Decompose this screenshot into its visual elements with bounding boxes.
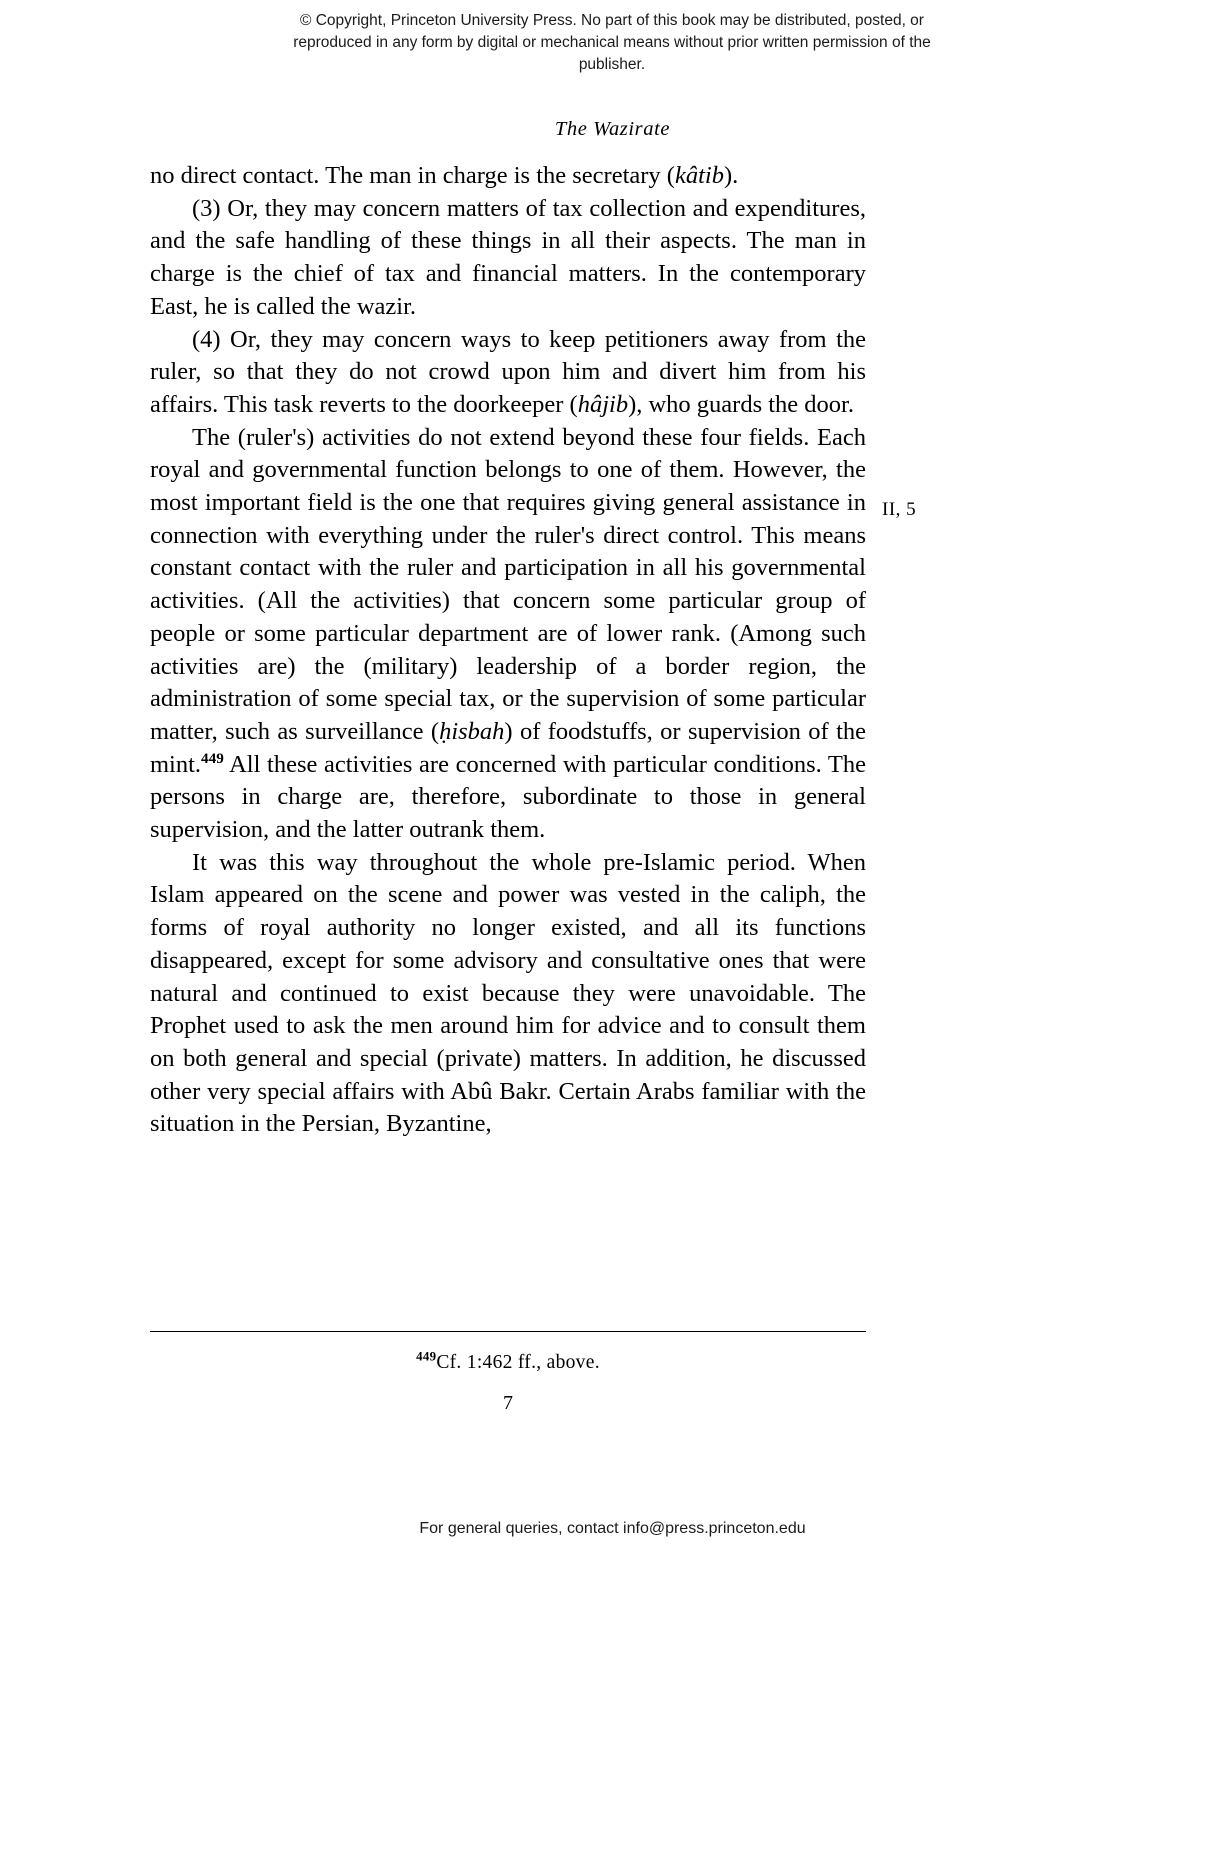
footnote-text: Cf. 1:462 ff., above.: [436, 1352, 600, 1373]
paragraph: It was this way throughout the whole pre-Islamic period. When Islam appeared on the scene and power was vested in the caliph, the forms of royal authority no longer existed, and all its functions disappeared, except for some advisory and consultative ones that were natural and continued to exist because they were unavoidable. The Prophet used to ask the men around him for advice and to consult them on both general and special (private) matters. In addition, he discussed other very special affairs with Abû Bakr. Certain Arabs familiar with the situation in the Persian, Byzantine,: [150, 848, 866, 1138]
copyright-notice: © Copyright, Princeton University Press. No part of this book may be distributed, posted, or reproduced in any form by digital or mechanical means without prior written permission of the publisher.: [293, 12, 931, 73]
paragraph: no direct contact. The man in charge is the secretary (kâtib).: [150, 162, 739, 189]
running-head-title: The Wazirate: [554, 118, 671, 140]
paragraph: (4) Or, they may concern ways to keep petitioners away from the ruler, so that they do not crowd upon him and divert him from his affairs. This task reverts to the doorkeeper (hâjib), who guards the door.: [150, 325, 866, 418]
paragraph: (3) Or, they may concern matters of tax collection and expenditures, and the safe handling of these things in all their aspects. The man in charge is the chief of tax and financial matters. In the contemporary East, he is called the wazir.: [150, 194, 866, 320]
footnote: [150, 1349, 866, 1374]
footer-query-line: For general queries, contact info@press.princeton.edu: [419, 1520, 806, 1537]
margin-section-note: II, 5: [882, 499, 917, 520]
page-number: 7: [503, 1392, 513, 1414]
footnote-separator-rule: [150, 1331, 866, 1332]
paragraph: The (ruler's) activities do not extend beyond these four fields. Each royal and governmental function belongs to one of them. However, the most important field is the one that requires giving general assistance in connection with everything under the ruler's direct control. This means constant contact with the ruler and participation in all his governmental activities. (All the activities) that concern some particular group of people or some particular department are of lower rank. (Among such activities are) the (military) leadership of a border region, the administration of some special tax, or the supervision of some particular matter, such as surveillance (ḥisbah) of foodstuffs, or supervision of the mint.$^{449}$ All these activities are concerned with particular conditions. The persons in charge are, therefore, subordinate to those in general supervision, and the latter outrank them.: [150, 423, 866, 844]
footnote-marker: 449: [416, 1349, 437, 1364]
body-text: [150, 160, 866, 1141]
